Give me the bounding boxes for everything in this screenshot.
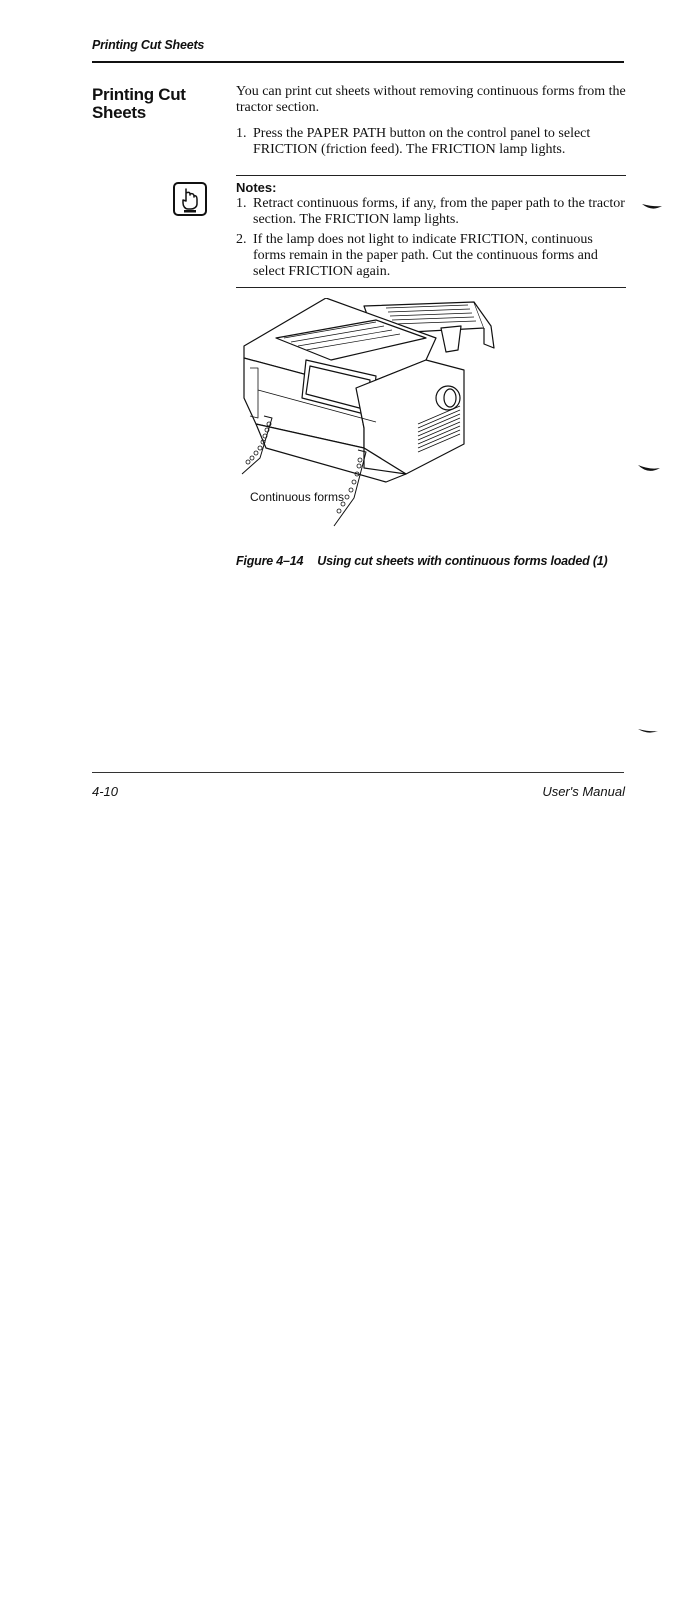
step-text: Press the PAPER PATH button on the control panel to select FRICTION (friction feed). The FRICTION lamp lights. [253, 126, 591, 157]
manual-title: User's Manual [542, 784, 625, 799]
step-number: 1. [236, 126, 247, 141]
intro-paragraph: You can print cut sheets without removing continuous forms from the tractor section. [236, 84, 626, 115]
note-text: Retract continuous forms, if any, from the paper path to the tractor section. The FRICTION lamp lights. [253, 196, 625, 227]
note-text: If the lamp does not light to indicate FRICTION, continuous forms remain in the paper path. Cut the continuous forms and select FRICTION again. [253, 232, 598, 279]
figure-number: Figure 4–14 [236, 554, 304, 568]
notes-bottom-rule [236, 287, 626, 288]
section-title: Printing Cut Sheets [92, 85, 186, 122]
note-number: 1. [236, 196, 247, 211]
running-header: Printing Cut Sheets [92, 38, 205, 52]
printer-illustration [236, 298, 526, 546]
notes-heading: Notes: [236, 180, 277, 195]
note-number: 2. [236, 232, 247, 247]
note-item [236, 232, 626, 280]
figure-caption [236, 554, 608, 568]
figure-caption-text: Using cut sheets with continuous forms loaded (1) [317, 554, 608, 568]
page-number: 4-10 [92, 784, 119, 799]
notes-top-rule [236, 175, 626, 176]
scan-mark [636, 461, 662, 475]
header-rule [92, 61, 624, 63]
scan-mark [640, 200, 664, 212]
note-item [236, 196, 626, 228]
step-item [236, 126, 626, 158]
figure-label: Continuous forms [250, 490, 345, 504]
scan-mark [636, 726, 660, 736]
footer-rule [92, 772, 624, 773]
pointing-hand-icon [172, 181, 208, 217]
